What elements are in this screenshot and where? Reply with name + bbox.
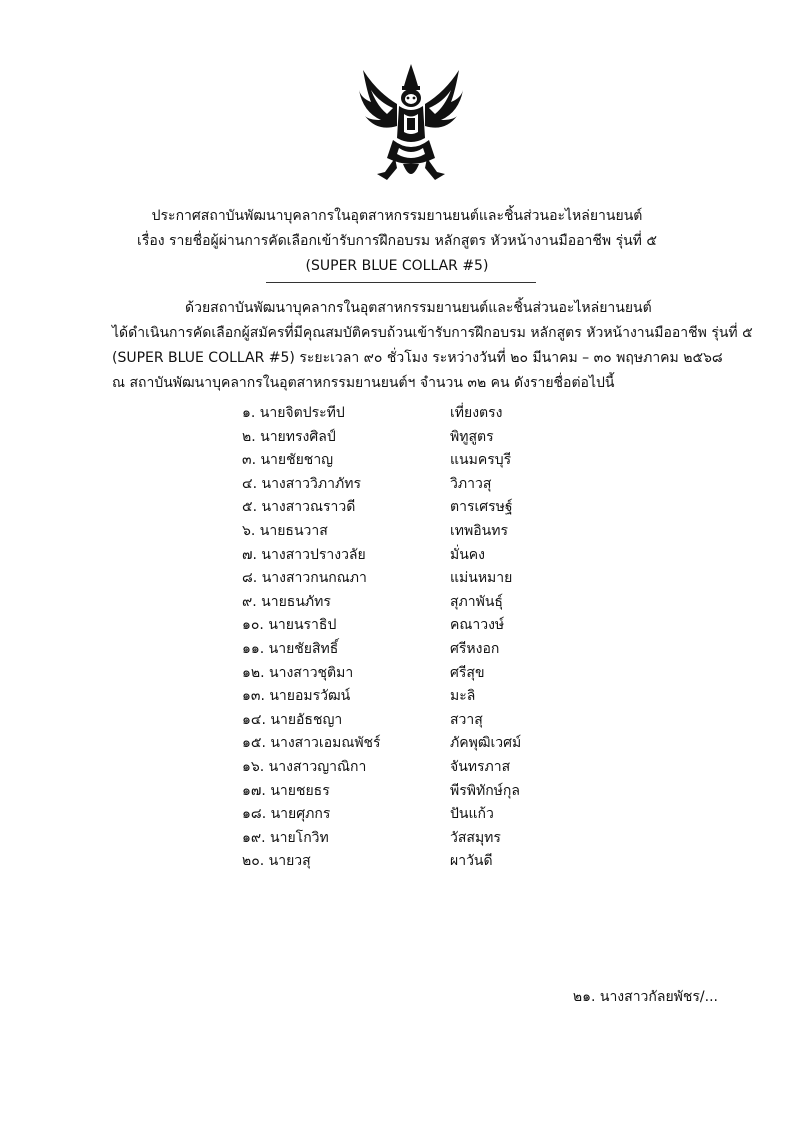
first-name: ๖. นายธนวาส <box>242 522 328 539</box>
header-divider <box>266 282 536 283</box>
first-name: ๑๗. นายชยธร <box>242 782 330 799</box>
last-name: ศรีหงอก <box>450 640 500 657</box>
last-name: เที่ยงตรง <box>450 405 503 421</box>
list-item <box>242 756 562 780</box>
list-item <box>242 685 562 709</box>
first-name: ๒. นายทรงศิลป์ <box>242 428 336 445</box>
list-item <box>242 614 562 638</box>
list-item <box>242 638 562 662</box>
list-item <box>242 473 562 497</box>
last-name: คณาวงษ์ <box>450 617 505 634</box>
list-item <box>242 449 562 473</box>
last-name: ภัคพุฒิเวศม์ <box>450 735 522 752</box>
last-name: ศรีสุข <box>450 664 485 681</box>
name-list <box>242 402 562 874</box>
first-name: ๑๑. นายชัยสิทธิ์ <box>242 640 339 657</box>
list-item <box>242 496 562 520</box>
first-name: ๑. นายจิตประทีป <box>242 405 345 421</box>
list-item <box>242 827 562 851</box>
last-name: พิทูสูตร <box>450 428 494 445</box>
first-name: ๗. นางสาวปรางวลัย <box>242 546 366 563</box>
last-name: พีรพิทักษ์กุล <box>450 782 520 799</box>
list-item <box>242 591 562 615</box>
last-name: ตารเศรษฐ์ <box>450 499 513 516</box>
list-item <box>242 402 562 426</box>
last-name: วัสสมุทร <box>450 829 501 846</box>
list-item <box>242 567 562 591</box>
first-name: ๘. นางสาวกนกณภา <box>242 570 367 587</box>
first-name: ๓. นายชัยชาญ <box>242 452 334 469</box>
list-item <box>242 780 562 804</box>
first-name: ๑๓. นายอมรวัฒน์ <box>242 688 351 705</box>
last-name: ผาวันดี <box>450 853 493 870</box>
last-name: มั่นคง <box>450 546 485 563</box>
last-name: เทพอินทร <box>450 522 508 539</box>
first-name: ๑๔. นายอัธชญา <box>242 711 343 728</box>
body-line-4: ณ สถาบันพัฒนาบุคลากรในอุตสาหกรรมยานยนต์ฯ จำนวน ๓๒ คน ดังรายชื่อต่อไปนี้ <box>112 375 615 391</box>
last-name: แนมครบุรี <box>450 452 512 469</box>
list-item <box>242 426 562 450</box>
first-name: ๑๘. นายศุภกร <box>242 806 331 823</box>
body-line-3: (SUPER BLUE COLLAR #5) ระยะเวลา ๙๐ ชั่วโมง ระหว่างวันที่ ๒๐ มีนาคม – ๓๐ พฤษภาคม ๒๕๖๘ <box>112 350 723 366</box>
last-name: สุภาพันธุ์ <box>450 593 503 610</box>
first-name: ๕. นางสาวณราวดี <box>242 499 356 516</box>
first-name: ๔. นางสาววิภาภัทร <box>242 475 361 492</box>
list-item <box>242 709 562 733</box>
body-line-1: ด้วยสถาบันพัฒนาบุคลากรในอุตสาหกรรมยานยนต์และชิ้นส่วนอะไหล่ยานยนต์ <box>185 300 652 316</box>
last-name: สวาสุ <box>450 711 483 728</box>
announcement-subtitle: (SUPER BLUE COLLAR #5) <box>305 258 489 274</box>
first-name: ๑๐. นายนราธิป <box>242 617 337 634</box>
announcement-title: ประกาศสถาบันพัฒนาบุคลากรในอุตสาหกรรมยานยนต์และชิ้นส่วนอะไหล่ยานยนต์ <box>151 208 643 224</box>
first-name: ๙. นายธนภัทร <box>242 593 331 610</box>
announcement-subject: เรื่อง รายชื่อผู้ผ่านการคัดเลือกเข้ารับการฝึกอบรม หลักสูตร หัวหน้างานมืออาชีพ รุ่นที่ ๕ <box>137 233 657 249</box>
first-name: ๑๖. นางสาวญาณิกา <box>242 758 367 775</box>
list-item <box>242 850 562 874</box>
last-name: ปันแก้ว <box>450 806 494 823</box>
first-name: ๑๕. นางสาวเอมณพัชร์ <box>242 735 381 752</box>
body-line-2: ได้ดำเนินการคัดเลือกผู้สมัครที่มีคุณสมบัติครบถ้วนเข้ารับการฝึกอบรม หลักสูตร หัวหน้างานมืออาชีพ รุ่นที่ ๕ <box>112 325 753 341</box>
list-item <box>242 803 562 827</box>
first-name: ๑๒. นางสาวชุติมา <box>242 664 354 681</box>
list-item <box>242 544 562 568</box>
page-continuation: ๒๑. นางสาวกัลยพัชร/... <box>572 989 718 1005</box>
list-item <box>242 732 562 756</box>
last-name: มะลิ <box>450 688 476 705</box>
last-name: แม่นหมาย <box>450 570 513 587</box>
last-name: จันทรภาส <box>450 758 511 775</box>
list-item <box>242 662 562 686</box>
first-name: ๑๙. นายโกวิท <box>242 829 329 846</box>
garuda-emblem-icon <box>357 62 465 184</box>
first-name: ๒๐. นายวสุ <box>242 853 311 870</box>
last-name: วิภาวสุ <box>450 475 492 492</box>
list-item <box>242 520 562 544</box>
